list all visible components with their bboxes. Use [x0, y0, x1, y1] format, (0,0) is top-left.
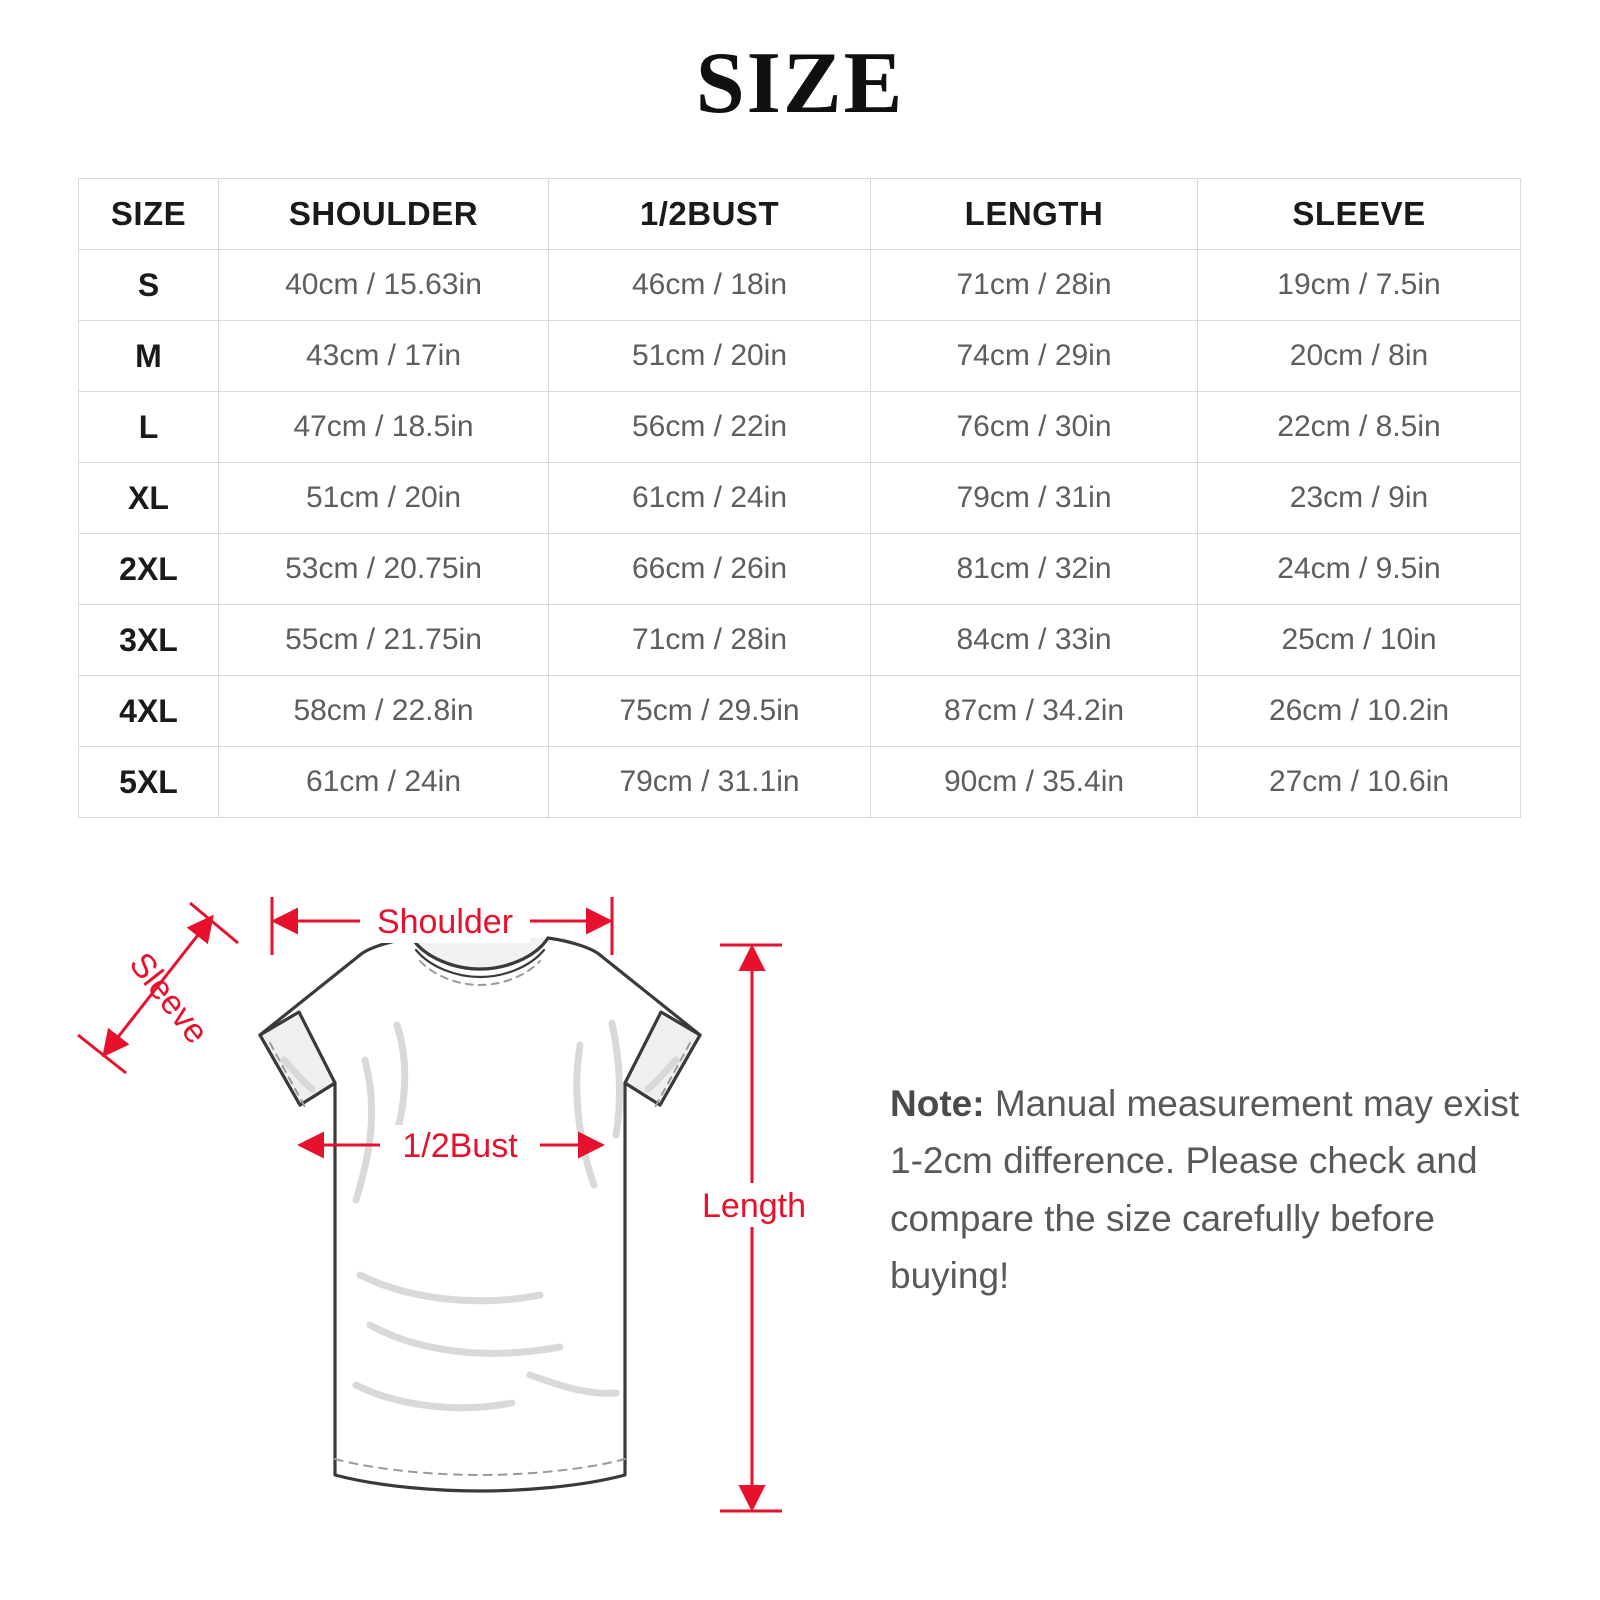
cell-bust: 46cm / 18in: [549, 250, 871, 321]
cell-sleeve: 27cm / 10.6in: [1198, 747, 1521, 818]
cell-length: 74cm / 29in: [871, 321, 1198, 392]
cell-bust: 56cm / 22in: [549, 392, 871, 463]
cell-bust: 66cm / 26in: [549, 534, 871, 605]
cell-shoulder: 53cm / 20.75in: [219, 534, 549, 605]
cell-sleeve: 24cm / 9.5in: [1198, 534, 1521, 605]
cell-size: M: [79, 321, 219, 392]
table-row: [79, 392, 1521, 463]
cell-bust: 61cm / 24in: [549, 463, 871, 534]
cell-size: 3XL: [79, 605, 219, 676]
sleeve-label: Sleeve: [121, 945, 216, 1051]
cell-length: 81cm / 32in: [871, 534, 1198, 605]
note-label: Note:: [890, 1083, 985, 1124]
cell-size: S: [79, 250, 219, 321]
cell-length: 90cm / 35.4in: [871, 747, 1198, 818]
column-header-sleeve: SLEEVE: [1198, 179, 1521, 250]
column-header-size: SIZE: [79, 179, 219, 250]
table-row: [79, 321, 1521, 392]
measurement-note: [890, 1075, 1550, 1304]
cell-length: 71cm / 28in: [871, 250, 1198, 321]
cell-sleeve: 26cm / 10.2in: [1198, 676, 1521, 747]
cell-shoulder: 61cm / 24in: [219, 747, 549, 818]
cell-sleeve: 22cm / 8.5in: [1198, 392, 1521, 463]
column-header-length: LENGTH: [871, 179, 1198, 250]
table-header-row: [79, 179, 1521, 250]
table-row: [79, 534, 1521, 605]
cell-shoulder: 40cm / 15.63in: [219, 250, 549, 321]
cell-shoulder: 47cm / 18.5in: [219, 392, 549, 463]
cell-length: 87cm / 34.2in: [871, 676, 1198, 747]
cell-sleeve: 19cm / 7.5in: [1198, 250, 1521, 321]
cell-bust: 51cm / 20in: [549, 321, 871, 392]
table-row: [79, 250, 1521, 321]
shoulder-label: Shoulder: [376, 903, 514, 941]
cell-length: 79cm / 31in: [871, 463, 1198, 534]
cell-length: 84cm / 33in: [871, 605, 1198, 676]
cell-sleeve: 23cm / 9in: [1198, 463, 1521, 534]
cell-bust: 79cm / 31.1in: [549, 747, 871, 818]
note-text: Manual measurement may exist 1-2cm difference. Please check and compare the size carefully before buying!: [890, 1083, 1520, 1297]
cell-shoulder: 43cm / 17in: [219, 321, 549, 392]
cell-bust: 71cm / 28in: [549, 605, 871, 676]
cell-size: 2XL: [79, 534, 219, 605]
cell-size: 5XL: [79, 747, 219, 818]
cell-length: 76cm / 30in: [871, 392, 1198, 463]
cell-shoulder: 55cm / 21.75in: [219, 605, 549, 676]
cell-size: XL: [79, 463, 219, 534]
cell-bust: 75cm / 29.5in: [549, 676, 871, 747]
cell-size: 4XL: [79, 676, 219, 747]
tshirt-measurement-diagram: [60, 855, 860, 1555]
column-header-shoulder: SHOULDER: [219, 179, 549, 250]
cell-sleeve: 25cm / 10in: [1198, 605, 1521, 676]
cell-sleeve: 20cm / 8in: [1198, 321, 1521, 392]
cell-shoulder: 58cm / 22.8in: [219, 676, 549, 747]
table-row: [79, 747, 1521, 818]
table-row: [79, 676, 1521, 747]
table-row: [79, 605, 1521, 676]
column-header-bust: 1/2BUST: [549, 179, 871, 250]
cell-size: L: [79, 392, 219, 463]
bust-label: 1/2Bust: [402, 1127, 518, 1165]
page-title: SIZE: [695, 35, 905, 132]
table-row: [79, 463, 1521, 534]
length-label: Length: [702, 1187, 806, 1225]
cell-shoulder: 51cm / 20in: [219, 463, 549, 534]
length-measure-line: [720, 945, 782, 1511]
size-chart-table: [78, 178, 1520, 818]
